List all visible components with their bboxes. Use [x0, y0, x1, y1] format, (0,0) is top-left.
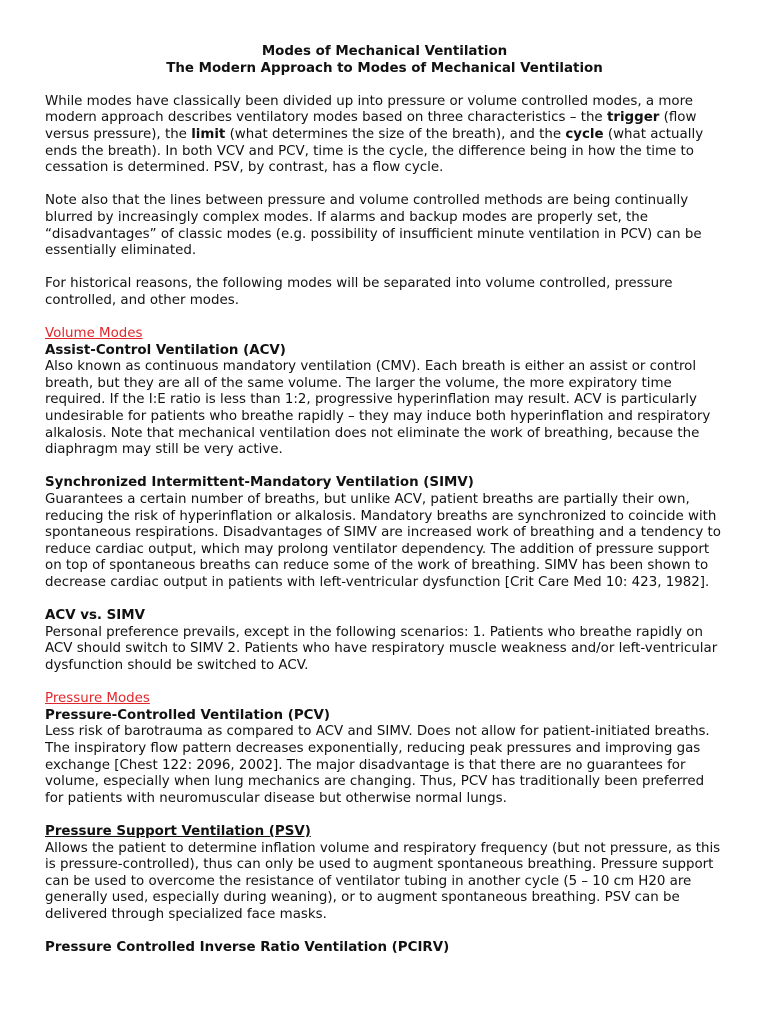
limit-term: limit: [191, 126, 226, 142]
intro-text-a: While modes have classically been divided up into pressure or volume controlled modes, a more modern approach describes ventilatory modes based on three characteristics – the: [45, 93, 694, 126]
intro-text-b: (flow versus pressure), the: [45, 110, 697, 142]
pcirv-heading: Pressure Controlled Inverse Ratio Ventilation (PCIRV): [45, 940, 450, 956]
trigger-term: trigger: [606, 110, 660, 126]
pcv-heading: Pressure-Controlled Ventilation (PCV): [45, 707, 330, 723]
volume-modes-heading: Volume Modes: [45, 326, 143, 342]
simv-paragraph: Guarantees a certain number of breaths, but unlike ACV, patient breaths are partially their own, reducing the risk of hyperinflation or alkalosis. Mandatory breaths are synchronized to coincide with spontaneous respirations. Disadvantages of SIMV are increased work of breathing and a tendency to reduce cardiac output, which may prolong ventilator dependency. The addition of pressure support on top of spontaneous breaths can reduce some of the work of breathing. SIMV has been shown to decrease cardiac output in patients with left-ventricular dysfunction [Crit Care Med 10: 423, 1982].: [45, 492, 721, 590]
cycle-term: cycle: [565, 126, 604, 142]
document-subtitle: The Modern Approach to Modes of Mechanical Ventilation: [166, 60, 603, 76]
acv-vs-simv-paragraph: Personal preference prevails, except in the following scenarios: 1. Patients who breathe rapidly on ACV should switch to SIMV 2. Patients who have respiratory muscle weakness and/or left-ventricular dysfunction should be switched to ACV.: [45, 624, 718, 673]
pressure-modes-heading: Pressure Modes: [45, 691, 150, 707]
psv-heading: Pressure Support Ventilation (PSV): [45, 823, 311, 839]
acv-paragraph: Also known as continuous mandatory ventilation (CMV). Each breath is either an assist or control breath, but they are all of the same volume. The larger the volume, the more expiratory time required. If the I:E ratio is less than 1:2, progressive hyperinflation may result. ACV is particularly undesirable for patients who breathe rapidly – they may induce both hyperinflation and respiratory alkalosis. Note that mechanical ventilation does not eliminate the work of breathing, because the diaphragm may still be very active.: [45, 359, 711, 458]
document-title: Modes of Mechanical Ventilation: [261, 44, 508, 59]
intro-text-d: (what actually ends the breath). In both VCV and PCV, time is the cycle, the difference being in how the time to cessation is determined. PSV, by contrast, has a flow cycle.: [45, 126, 704, 176]
note-paragraph: Note also that the lines between pressure and volume controlled methods are being continually blurred by increasingly complex modes. If alarms and backup modes are properly set, the “disadvantages” of classic modes (e.g. possibility of insufficient minute ventilation in PCV) can be essentially eliminated.: [45, 193, 702, 259]
intro-text-c: (what determines the size of the breath), and the: [225, 126, 566, 142]
acv-vs-simv-heading: ACV vs. SIMV: [45, 608, 145, 624]
simv-heading: Synchronized Intermittent-Mandatory Ventilation (SIMV): [45, 475, 474, 491]
intro-paragraph: [45, 94, 724, 177]
pcv-paragraph: Less risk of barotrauma as compared to ACV and SIMV. Does not allow for patient-initiated breaths. The inspiratory flow pattern decreases exponentially, reducing peak pressures and improving gas exchange [Chest 122: 2096, 2002]. The major disadvantage is that there are no guarantees for volume, especially when lung mechanics are changing. Thus, PCV has traditionally been preferred for patients with neuromuscular disease but otherwise normal lungs.: [45, 724, 710, 806]
historical-paragraph: For historical reasons, the following modes will be separated into volume controlled, pressure controlled, and other modes.: [45, 276, 673, 308]
psv-paragraph: Allows the patient to determine inflation volume and respiratory frequency (but not pressure, as this is pressure-controlled), thus can only be used to augment spontaneous breathing. Pressure support can be used to overcome the resistance of ventilator tubing in another cycle (5 – 10 cm H20 are generally used, especially during weaning), or to augment spontaneous breathing. PSV can be delivered through specialized face masks.: [45, 840, 721, 922]
acv-heading: Assist-Control Ventilation (ACV): [45, 342, 286, 358]
